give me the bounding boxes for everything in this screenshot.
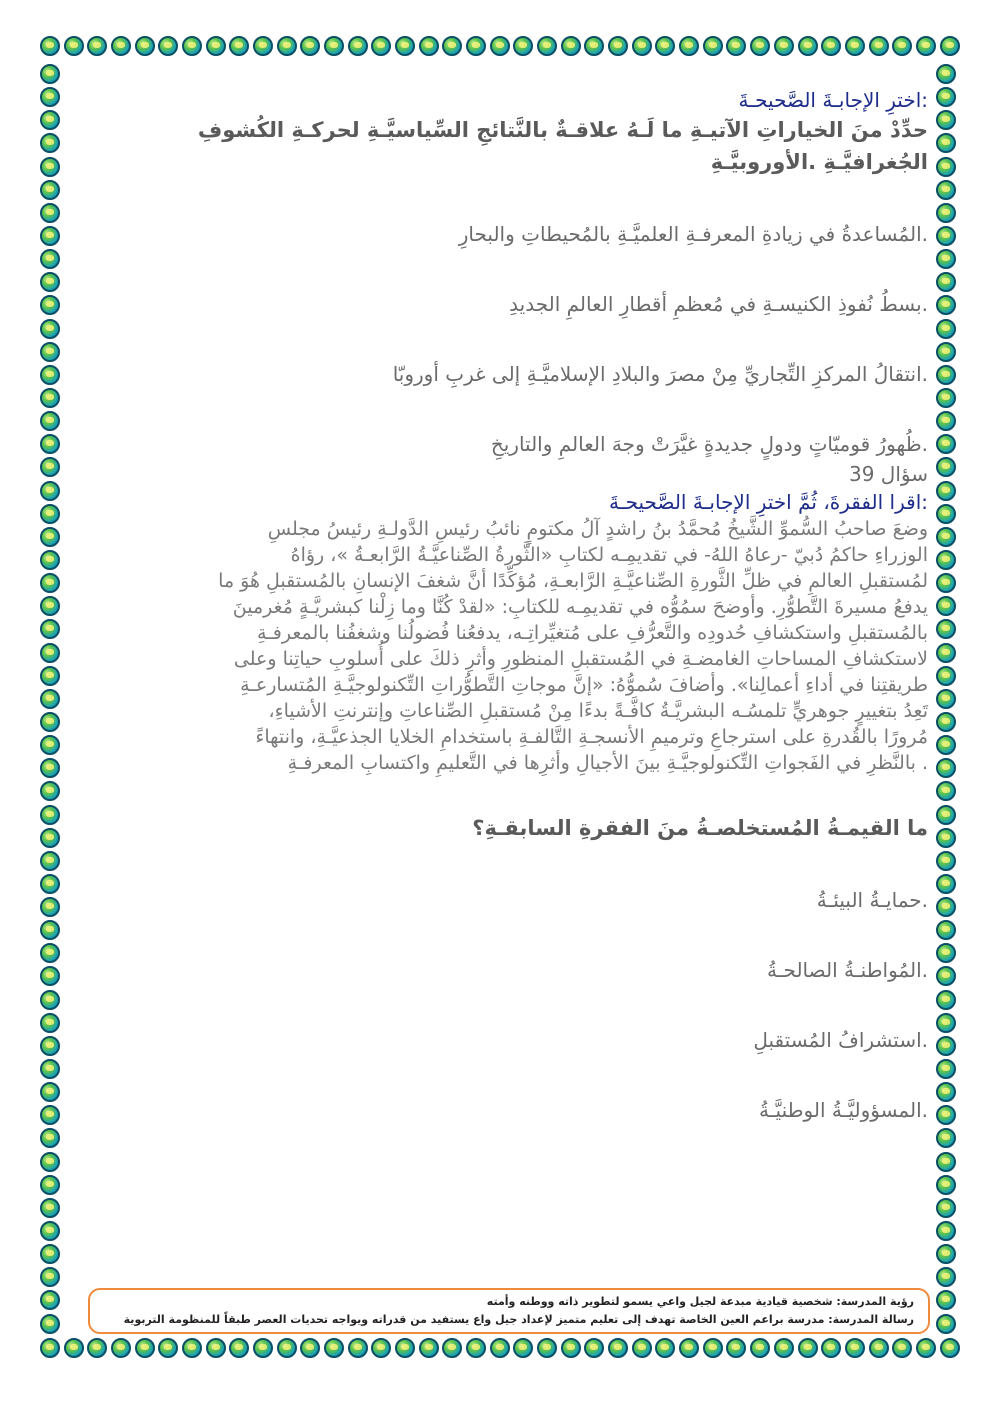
globe-icon bbox=[87, 1338, 107, 1358]
globe-icon bbox=[561, 1338, 581, 1358]
globe-icon bbox=[40, 226, 60, 246]
globe-icon bbox=[206, 1338, 226, 1358]
question-number: سؤال 39 bbox=[849, 462, 928, 486]
globe-icon bbox=[87, 36, 107, 56]
paragraph-line: لمُستقبلِ العالمِ في ظلِّ الثَّورةِ الصِّناعيَّـةِ الرَّابعـةِ، مُؤكِّدًا أنَّ شغفَ الإنسانِ بالمُستقبلِ هُوَ ما bbox=[218, 570, 928, 592]
q2-option-4[interactable]: .المسؤوليَّـةُ الوطنيَّـةُ bbox=[758, 1098, 928, 1122]
q2-option-3[interactable]: .استشرافُ المُستقبلِ bbox=[753, 1028, 928, 1052]
globe-icon bbox=[466, 36, 486, 56]
globe-icon bbox=[936, 1128, 956, 1148]
globe-icon bbox=[845, 36, 865, 56]
globe-icon bbox=[655, 36, 675, 56]
globe-icon bbox=[513, 36, 533, 56]
paragraph-line: طريقتِنا في أداءِ أعمالِنا». وأضافَ سُموُّهُ: «إنَّ موجاتِ التَّطوُّراتِ التِّكنولوجيَّـةِ المُتسارعـةِ bbox=[240, 674, 928, 696]
globe-icon bbox=[40, 1013, 60, 1033]
globe-icon bbox=[936, 203, 956, 223]
globe-icon bbox=[40, 434, 60, 454]
globe-icon bbox=[40, 388, 60, 408]
globe-icon bbox=[679, 1338, 699, 1358]
q1-question: حدِّدْ منَ الخياراتِ الآتيـةِ ما لَـهُ علاقـةٌ بالنَّتائجِ السِّياسيَّـةِ لحركـةِ الكُشوفِ الجُغرافيَّـةِ .الأوروبيَّـةِ bbox=[197, 118, 928, 174]
q2-option-1[interactable]: .حمايـةُ البيئـةُ bbox=[816, 888, 928, 912]
globe-icon bbox=[40, 1267, 60, 1287]
globe-icon bbox=[466, 1338, 486, 1358]
globe-icon bbox=[798, 1338, 818, 1358]
globe-icon bbox=[40, 897, 60, 917]
paragraph-line: الوزراءِ حاكمُ دُبيّ -رعاهُ اللهُ- في تقديمِـه لكتابِ «الثَّورةُ الصِّناعيَّـةُ الرَّابعـةُ »، رؤاهُ bbox=[290, 544, 928, 566]
globe-icon bbox=[40, 828, 60, 848]
globe-icon bbox=[936, 527, 956, 547]
globe-icon bbox=[442, 1338, 462, 1358]
paragraph-line: بالمُستقبلِ واستكشافِ حُدودِه والتَّعرُّفِ على مُتغيِّراتِـه، يدفعُنا فُضولُنا وشغفُنا بالمعرفـةِ bbox=[257, 622, 928, 644]
globe-icon bbox=[40, 157, 60, 177]
globe-icon bbox=[40, 481, 60, 501]
globe-icon bbox=[300, 1338, 320, 1358]
globe-icon bbox=[892, 1338, 912, 1358]
globe-icon bbox=[395, 1338, 415, 1358]
globe-icon bbox=[798, 36, 818, 56]
globe-icon bbox=[936, 689, 956, 709]
globe-icon bbox=[490, 36, 510, 56]
globe-icon bbox=[936, 828, 956, 848]
globe-icon bbox=[40, 1059, 60, 1079]
globe-icon bbox=[40, 920, 60, 940]
globe-icon bbox=[40, 619, 60, 639]
globe-icon bbox=[40, 1152, 60, 1172]
globe-icon bbox=[40, 319, 60, 339]
globe-icon bbox=[40, 758, 60, 778]
globe-icon bbox=[821, 36, 841, 56]
globe-icon bbox=[936, 596, 956, 616]
paragraph-line: يدفعُ مسيرةَ التَّطوُّرِ. وأوضحَ سمُوُّه في تقديمِـه للكتابِ: «لقدْ كُنَّا وما زِلْنا كبشريَّـةٍ مُغرمينَ bbox=[232, 596, 928, 618]
globe-icon bbox=[419, 1338, 439, 1358]
globe-icon bbox=[40, 1128, 60, 1148]
paragraph-line: مُرورًا بالقُدرةِ على استرجاعِ وترميمِ الأنسجـةِ التَّالفـةِ باستخدامِ الخلايا الجذعيَّـةِ، وانتهاءً bbox=[255, 726, 928, 748]
globe-icon bbox=[936, 481, 956, 501]
globe-icon bbox=[936, 990, 956, 1010]
reading-paragraph bbox=[92, 516, 928, 776]
globe-icon bbox=[608, 36, 628, 56]
globe-icon bbox=[936, 87, 956, 107]
globe-icon bbox=[936, 851, 956, 871]
globe-icon bbox=[40, 1175, 60, 1195]
border-top bbox=[40, 36, 960, 60]
globe-icon bbox=[324, 36, 344, 56]
globe-icon bbox=[936, 943, 956, 963]
globe-icon bbox=[348, 36, 368, 56]
globe-icon bbox=[371, 1338, 391, 1358]
globe-icon bbox=[277, 1338, 297, 1358]
globe-icon bbox=[135, 36, 155, 56]
globe-icon bbox=[655, 1338, 675, 1358]
globe-icon bbox=[936, 1105, 956, 1125]
globe-icon bbox=[537, 36, 557, 56]
globe-icon bbox=[40, 596, 60, 616]
globe-icon bbox=[703, 36, 723, 56]
globe-icon bbox=[40, 203, 60, 223]
globe-icon bbox=[40, 666, 60, 686]
school-vision: رؤية المدرسة: شخصية قيادية مبدعة لجيل واعي يسمو لتطوير ذاته ووطنه وأمته bbox=[486, 1295, 914, 1308]
globe-icon bbox=[936, 1267, 956, 1287]
globe-icon bbox=[40, 1314, 60, 1334]
globe-icon bbox=[726, 1338, 746, 1358]
globe-icon bbox=[936, 249, 956, 269]
globe-icon bbox=[936, 504, 956, 524]
globe-icon bbox=[229, 36, 249, 56]
globe-icon bbox=[584, 1338, 604, 1358]
globe-icon bbox=[892, 36, 912, 56]
globe-icon bbox=[774, 1338, 794, 1358]
globe-icon bbox=[40, 966, 60, 986]
globe-icon bbox=[158, 36, 178, 56]
globe-icon bbox=[40, 365, 60, 385]
globe-icon bbox=[936, 966, 956, 986]
globe-icon bbox=[40, 712, 60, 732]
globe-icon bbox=[111, 1338, 131, 1358]
globe-icon bbox=[371, 36, 391, 56]
globe-icon bbox=[40, 411, 60, 431]
globe-icon bbox=[936, 388, 956, 408]
globe-icon bbox=[40, 87, 60, 107]
globe-icon bbox=[395, 36, 415, 56]
globe-icon bbox=[845, 1338, 865, 1358]
globe-icon bbox=[936, 550, 956, 570]
globe-icon bbox=[750, 1338, 770, 1358]
globe-icon bbox=[40, 1198, 60, 1218]
globe-icon bbox=[936, 619, 956, 639]
q1-option-4[interactable]: .ظُهورُ قوميّاتٍ ودولٍ جديدةٍ غيَّرَتْ وجهَ العالمِ والتاريخِ bbox=[490, 432, 928, 456]
q1-option-3[interactable]: .انتقالُ المركزِ التِّجاريِّ مِنْ مصرَ والبلادِ الإسلاميَّـةِ إلى غربِ أوروبّا bbox=[392, 362, 928, 386]
globe-icon bbox=[300, 36, 320, 56]
globe-icon bbox=[253, 1338, 273, 1358]
globe-icon bbox=[561, 36, 581, 56]
globe-icon bbox=[936, 874, 956, 894]
globe-icon bbox=[936, 319, 956, 339]
globe-icon bbox=[158, 1338, 178, 1358]
globe-icon bbox=[40, 110, 60, 130]
globe-icon bbox=[936, 666, 956, 686]
school-vision-box bbox=[88, 1288, 930, 1334]
globe-icon bbox=[40, 1338, 60, 1358]
globe-icon bbox=[916, 1338, 936, 1358]
globe-icon bbox=[135, 1338, 155, 1358]
globe-icon bbox=[936, 1059, 956, 1079]
globe-icon bbox=[40, 64, 60, 84]
globe-icon bbox=[40, 643, 60, 663]
globe-icon bbox=[916, 36, 936, 56]
globe-icon bbox=[40, 874, 60, 894]
globe-icon bbox=[936, 365, 956, 385]
globe-icon bbox=[40, 1036, 60, 1056]
globe-icon bbox=[40, 36, 60, 56]
school-mission: رسالة المدرسة: مدرسة براعم العين الخاصة تهدف إلى تعليم متميز لإعداد جيل واع يستفيد من قدراته ويواجه تحديات العصر طبقاً للمنظومة التربوية bbox=[123, 1313, 914, 1326]
globe-icon bbox=[490, 1338, 510, 1358]
globe-icon bbox=[442, 36, 462, 56]
globe-icon bbox=[40, 1082, 60, 1102]
globe-icon bbox=[679, 36, 699, 56]
globe-icon bbox=[229, 1338, 249, 1358]
globe-icon bbox=[936, 920, 956, 940]
globe-icon bbox=[40, 342, 60, 362]
globe-icon bbox=[40, 851, 60, 871]
paragraph-line: تَعِدُ بتغييرٍ جوهريٍّ تلمسُـه البشريَّـةُ كافَّـةً بدءًا مِنْ مُستقبلِ الصِّناعاتِ وإنترنتِ الأشياءِ، bbox=[268, 700, 928, 722]
globe-icon bbox=[936, 897, 956, 917]
globe-icon bbox=[40, 295, 60, 315]
globe-icon bbox=[111, 36, 131, 56]
globe-icon bbox=[40, 573, 60, 593]
globe-icon bbox=[40, 133, 60, 153]
globe-icon bbox=[936, 573, 956, 593]
globe-icon bbox=[40, 689, 60, 709]
globe-icon bbox=[936, 1244, 956, 1264]
q2-option-2[interactable]: .المُواطنـةُ الصالحـةُ bbox=[766, 958, 928, 982]
q1-instruction: :اخترِ الإجابـةَ الصَّحيحـةَ bbox=[738, 88, 928, 112]
globe-icon bbox=[726, 36, 746, 56]
globe-icon bbox=[936, 1198, 956, 1218]
globe-icon bbox=[182, 36, 202, 56]
globe-icon bbox=[584, 36, 604, 56]
globe-icon bbox=[40, 249, 60, 269]
paragraph-line: لاستكشافِ المساحاتِ الغامضـةِ في المُستقبلِ المنظورِ وأثرِ ذلكَ على أُسلوبِ حياتِنا وعلى bbox=[233, 648, 928, 670]
globe-icon bbox=[64, 36, 84, 56]
globe-icon bbox=[936, 110, 956, 130]
globe-icon bbox=[936, 157, 956, 177]
q2-instruction: :اقرا الفقرةَ، ثُمَّ اخترِ الإجابـةَ الصَّحيحـةَ bbox=[609, 490, 928, 514]
globe-icon bbox=[936, 758, 956, 778]
globe-icon bbox=[940, 1338, 960, 1358]
globe-icon bbox=[64, 1338, 84, 1358]
globe-icon bbox=[419, 36, 439, 56]
globe-icon bbox=[936, 1013, 956, 1033]
globe-icon bbox=[774, 36, 794, 56]
globe-icon bbox=[703, 1338, 723, 1358]
globe-icon bbox=[40, 1221, 60, 1241]
globe-icon bbox=[936, 1036, 956, 1056]
globe-icon bbox=[869, 1338, 889, 1358]
q1-option-1[interactable]: .المُساعدةُ في زيادةِ المعرفـةِ العلميَّـةِ بالمُحيطاتِ والبحارِ bbox=[458, 222, 928, 246]
globe-icon bbox=[632, 36, 652, 56]
globe-icon bbox=[936, 712, 956, 732]
globe-icon bbox=[936, 295, 956, 315]
globe-icon bbox=[40, 272, 60, 292]
q1-option-2[interactable]: .بسطُ نُفوذِ الكنيسـةِ في مُعظمِ أقطارِ العالمِ الجديدِ bbox=[509, 292, 928, 316]
border-left bbox=[40, 64, 64, 1334]
globe-icon bbox=[40, 781, 60, 801]
globe-icon bbox=[40, 1290, 60, 1310]
globe-icon bbox=[40, 1244, 60, 1264]
globe-icon bbox=[936, 272, 956, 292]
globe-icon bbox=[40, 504, 60, 524]
globe-icon bbox=[40, 527, 60, 547]
globe-icon bbox=[936, 133, 956, 153]
globe-icon bbox=[936, 226, 956, 246]
globe-icon bbox=[936, 1221, 956, 1241]
globe-icon bbox=[632, 1338, 652, 1358]
globe-icon bbox=[936, 434, 956, 454]
worksheet-content bbox=[92, 84, 928, 1274]
globe-icon bbox=[40, 457, 60, 477]
globe-icon bbox=[40, 550, 60, 570]
globe-icon bbox=[40, 1105, 60, 1125]
border-right bbox=[936, 64, 960, 1334]
globe-icon bbox=[324, 1338, 344, 1358]
paragraph-line: وضعَ صاحبُ السُّموِّ الشَّيخُ مُحمَّدُ بنُ راشدٍ آلُ مكتومٍ نائبُ رئيسِ الدَّولـةِ رئيسُ مجلسِ bbox=[267, 518, 928, 540]
globe-icon bbox=[537, 1338, 557, 1358]
globe-icon bbox=[869, 36, 889, 56]
globe-icon bbox=[40, 735, 60, 755]
globe-icon bbox=[936, 1175, 956, 1195]
globe-icon bbox=[936, 643, 956, 663]
globe-icon bbox=[936, 342, 956, 362]
globe-icon bbox=[253, 36, 273, 56]
q2-question: ما القيمـةُ المُستخلصـةُ منَ الفقرةِ السابقـةِ؟ bbox=[472, 816, 928, 840]
globe-icon bbox=[206, 36, 226, 56]
globe-icon bbox=[936, 781, 956, 801]
globe-icon bbox=[40, 805, 60, 825]
globe-icon bbox=[750, 36, 770, 56]
globe-icon bbox=[348, 1338, 368, 1358]
globe-icon bbox=[936, 457, 956, 477]
globe-icon bbox=[40, 180, 60, 200]
border-bottom bbox=[40, 1338, 960, 1362]
globe-icon bbox=[40, 990, 60, 1010]
globe-icon bbox=[940, 36, 960, 56]
globe-icon bbox=[936, 1290, 956, 1310]
globe-icon bbox=[821, 1338, 841, 1358]
globe-icon bbox=[40, 943, 60, 963]
globe-icon bbox=[936, 1152, 956, 1172]
globe-icon bbox=[936, 64, 956, 84]
globe-icon bbox=[182, 1338, 202, 1358]
globe-icon bbox=[936, 805, 956, 825]
globe-icon bbox=[936, 1082, 956, 1102]
globe-icon bbox=[936, 411, 956, 431]
globe-icon bbox=[936, 735, 956, 755]
globe-icon bbox=[936, 180, 956, 200]
globe-icon bbox=[513, 1338, 533, 1358]
globe-icon bbox=[936, 1314, 956, 1334]
globe-icon bbox=[277, 36, 297, 56]
paragraph-line: . بالنَّظرِ في الفَجواتِ التِّكنولوجيَّـةِ بينَ الأجيالِ وأثرِها في التَّعليمِ واكتسابِ المعرفـةِ bbox=[287, 752, 928, 774]
globe-icon bbox=[608, 1338, 628, 1358]
